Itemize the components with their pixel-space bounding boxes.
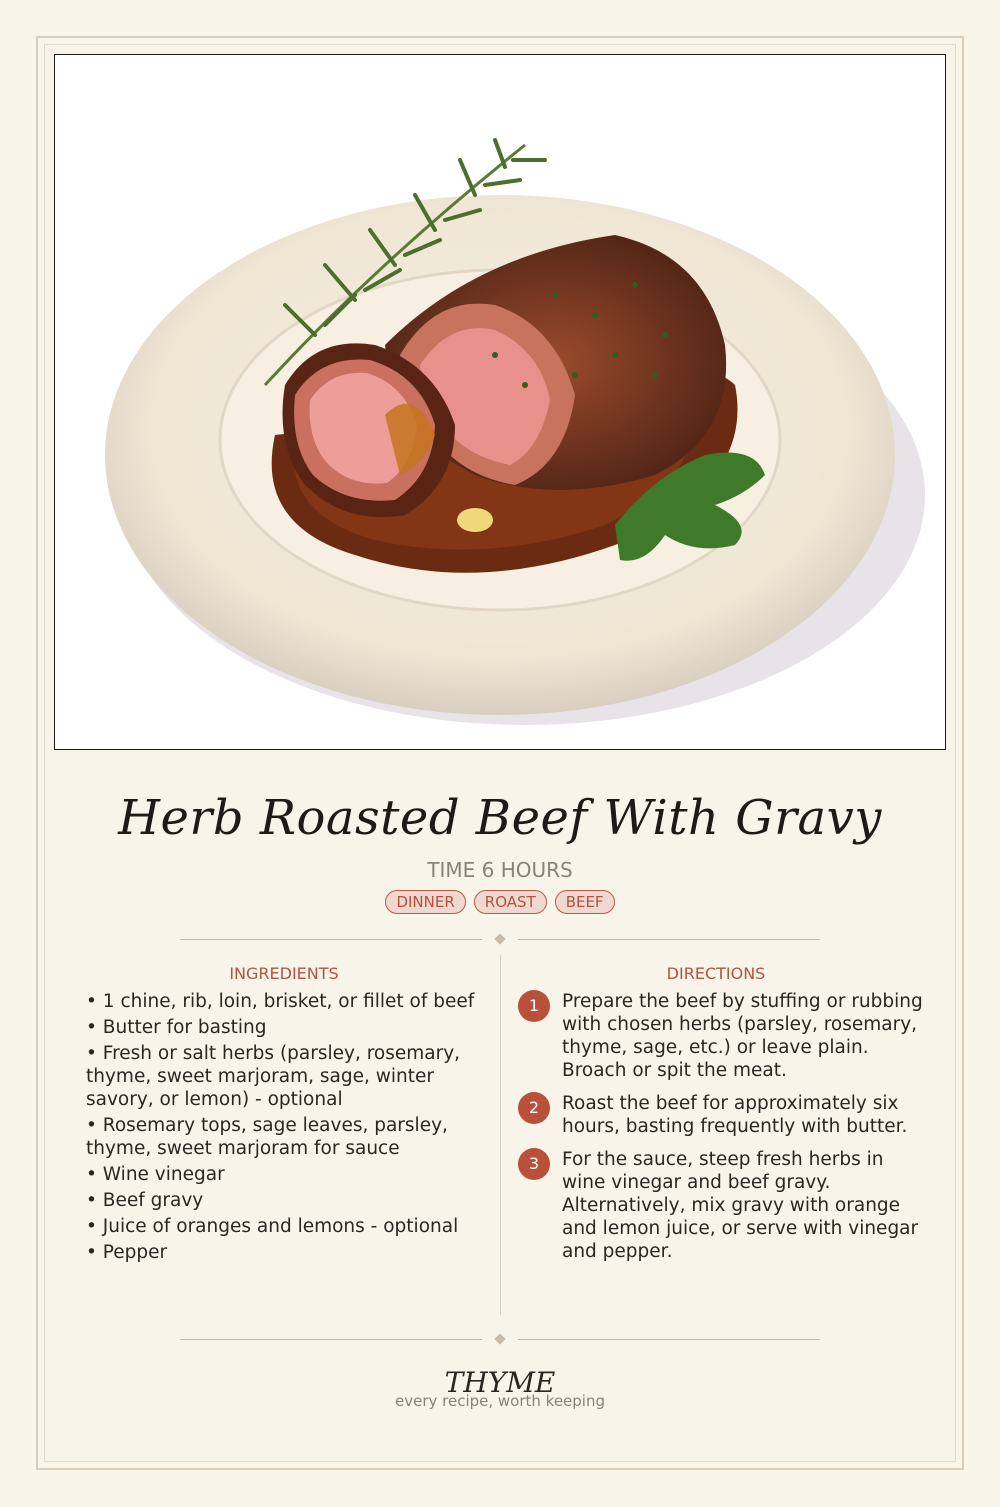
step-number-badge: 1 xyxy=(518,990,550,1022)
direction-step xyxy=(518,1148,928,1263)
ingredient-item: • Rosemary tops, sage leaves, parsley, thyme, sweet marjoram for sauce xyxy=(86,1115,448,1159)
step-number-badge: 2 xyxy=(518,1092,550,1124)
step-text: Roast the beef for approximately six hours, basting frequently with butter. xyxy=(562,1093,908,1137)
brand-tagline: every recipe, worth keeping xyxy=(394,1392,605,1410)
ingredient-item: • Butter for basting xyxy=(86,1017,267,1038)
recipe-title: Herb Roasted Beef With Gravy xyxy=(118,790,882,846)
tag-roast[interactable]: ROAST xyxy=(474,890,547,914)
step-text: Prepare the beef by stuffing or rubbing with chosen herbs (parsley, rosemary, thyme, sage, etc.) or leave plain. Broach or spit the meat. xyxy=(562,991,923,1081)
tag-list xyxy=(0,890,1000,914)
ingredient-item: • Fresh or salt herbs (parsley, rosemary, thyme, sweet marjoram, sage, winter savory, or lemon) - optional xyxy=(86,1043,461,1110)
direction-step xyxy=(518,990,928,1082)
ingredient-item: • Juice of oranges and lemons - optional xyxy=(86,1216,459,1237)
brand-logo: THYME xyxy=(444,1366,556,1399)
ingredient-item: • 1 chine, rib, loin, brisket, or fillet of beef xyxy=(86,991,475,1012)
directions-list xyxy=(518,990,928,1273)
direction-step xyxy=(518,1092,928,1138)
ingredient-item: • Beef gravy xyxy=(86,1190,204,1211)
divider-bottom xyxy=(180,1332,820,1346)
recipe-photo xyxy=(54,54,946,750)
tag-dinner[interactable]: DINNER xyxy=(385,890,465,914)
ingredient-item: • Wine vinegar xyxy=(86,1164,225,1185)
directions-heading: DIRECTIONS xyxy=(666,964,766,983)
step-number-badge: 3 xyxy=(518,1148,550,1180)
column-divider xyxy=(500,955,501,1315)
ingredient-item: • Pepper xyxy=(86,1242,168,1263)
ingredients-list xyxy=(86,990,486,1267)
tag-beef[interactable]: BEEF xyxy=(555,890,615,914)
cook-time: TIME 6 HOURS xyxy=(427,858,573,882)
step-text: For the sauce, steep fresh herbs in wine vinegar and beef gravy. Alternatively, mix gravy with orange and lemon juice, or serve with vinegar and pepper. xyxy=(562,1149,919,1262)
ingredients-heading: INGREDIENTS xyxy=(229,964,339,983)
divider-top xyxy=(180,932,820,946)
